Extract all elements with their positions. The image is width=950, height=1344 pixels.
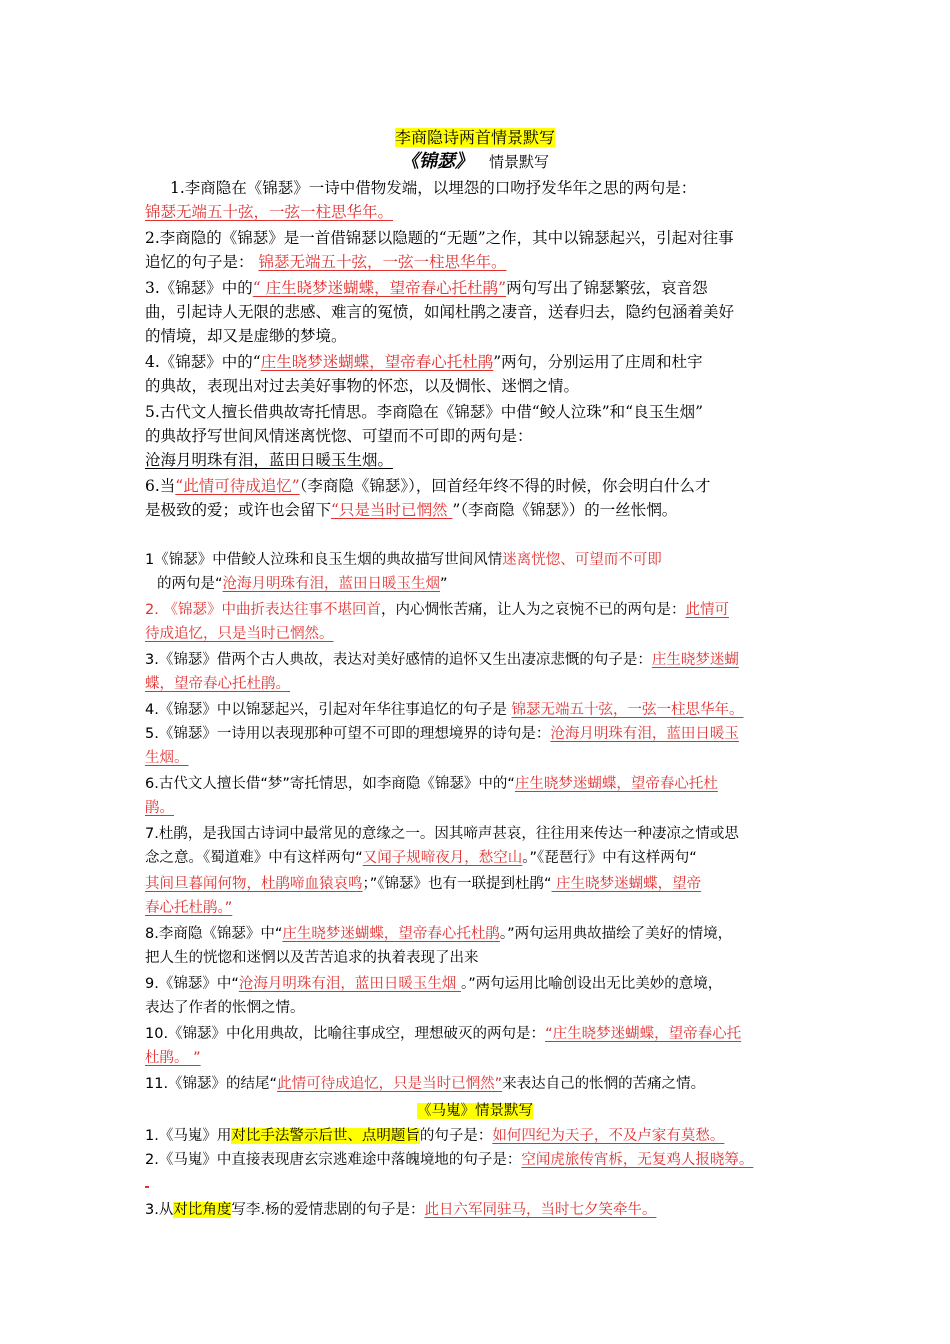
p2-q7: 7.杜鹃，是我国古诗词中最常见的意缘之一。因其啼声甚哀，往往用来传达一种凄凉之情或思 — [145, 826, 739, 842]
p2-q6: 6.古代文人擅长借“梦”寄托情思，如李商隐《锦瑟》中的“庄生晓梦迷蝴蝶，望帝春心托杜 — [145, 776, 718, 792]
p3-q3-answer: 此日六军同驻马，当时七夕笑牵牛。 — [424, 1202, 657, 1218]
p3-q1: 1.《马嵬》用对比手法警示后世、点明题旨的句子是：如何四纪为天子，不及卢家有莫愁。 — [145, 1128, 725, 1144]
p1-q1-answer: 锦瑟无端五十弦，一弦一柱思华年。 — [145, 203, 394, 221]
p2-q7-line3: 其间旦暮闻何物，杜鹃啼血猿哀鸣；”《锦瑟》也有一联提到杜鹃“ 庄生晓梦迷蝴蝶，望帝 — [145, 876, 702, 892]
mawei-header: 《马嵬》情景默写 — [417, 1103, 533, 1119]
p1-q6: 6.当“此情可待成追忆”（李商隐《锦瑟》），回首经年终不得的时候，你会明白什么才 — [145, 477, 711, 495]
p1-q4-line2: 的典故，表现出对过去美好事物的怀恋，以及惆怅、迷惘之情。 — [145, 377, 580, 395]
p2-q8-line2: 把人生的恍惚和迷惘以及苦苦追求的执着表现了出来 — [145, 950, 479, 966]
p2-q6-answer: 鹃。 — [145, 800, 174, 816]
p2-q3-answer: 蝶，望帝春心托杜鹃。 — [145, 676, 290, 692]
p1-q3-line2: 曲，引起诗人无限的悲感、难言的冤愤，如闻杜鹃之凄音，送春归去，隐约包涵着美好 — [145, 303, 735, 321]
p2-q3: 3.《锦瑟》借两个古人典故，表达对美好感情的追怀又生出凄凉悲慨的句子是：庄生晓梦迷蝴 — [145, 652, 739, 668]
p2-q8-answer: 庄生晓梦迷蝴蝶，望帝春心托杜鹃 — [282, 926, 500, 942]
p3-q3: 3.从对比角度写李.杨的爱情悲剧的句子是：此日六军同驻马，当时七夕笑牵牛。 — [145, 1202, 657, 1218]
p1-q3-answer: “ 庄生晓梦迷蝴蝶，望帝春心托杜鹃” — [252, 279, 507, 297]
p3-q2-answer: 空闻虎旅传宵柝，无复鸡人报晓筹。 — [521, 1152, 754, 1168]
p1-q2: 2.李商隐的《锦瑟》是一首借锦瑟以隐题的“无题”之作，其中以锦瑟起兴，引起对往事 — [145, 229, 734, 247]
p1-q2-line2: 追忆的句子是： 锦瑟无端五十弦，一弦一柱思华年。 — [145, 253, 507, 271]
p1-q3-line3: 的情境，却又是虚缈的梦境。 — [145, 327, 347, 345]
p1-q2-answer: 锦瑟无端五十弦，一弦一柱思华年。 — [258, 253, 507, 271]
stray-red-mark — [145, 1186, 149, 1188]
p2-q4: 4.《锦瑟》中以锦瑟起兴，引起对年华往事追忆的句子是 锦瑟无端五十弦，一弦一柱思华年。 — [145, 702, 744, 718]
p2-q7-answer-b: 其间旦暮闻何物，杜鹃啼血猿哀鸣 — [145, 876, 363, 892]
p2-q8: 8.李商隐《锦瑟》中“庄生晓梦迷蝴蝶，望帝春心托杜鹃。”两句运用典故描绘了美好的情境， — [145, 926, 733, 942]
p2-q9: 9.《锦瑟》中“沧海月明珠有泪，蓝田日暖玉生烟 。”两句运用比喻创设出无比美妙的意境， — [145, 976, 723, 992]
p2-q10-answer: 杜鹃。 ” — [145, 1050, 201, 1066]
p2-q1-line2: 的两句是“沧海月明珠有泪，蓝田日暖玉生烟” — [157, 576, 448, 592]
p1-q6-answer-2: “只是当时已惘然 — [331, 501, 453, 519]
p3-q1-answer: 如何四纪为天子，不及卢家有莫愁。 — [492, 1128, 725, 1144]
p2-q11-answer: 此情可待成追忆，只是当时已惘然” — [277, 1076, 503, 1092]
p1-q1: 1.李商隐在《锦瑟》一诗中借物发端，以埋怨的口吻抒发华年之思的两句是： — [170, 179, 697, 197]
p2-q5-answer: 生烟。 — [145, 750, 189, 766]
p2-q5: 5.《锦瑟》一诗用以表现那种可望不可即的理想境界的诗句是：沧海月明珠有泪，蓝田日暖玉 — [145, 726, 739, 742]
p2-q7-answer-a: 又闻子规啼夜月，愁空山 — [362, 850, 523, 866]
p2-q2-answer: 待成追忆，只是当时已惘然。 — [145, 626, 334, 642]
p1-q6-answer-1: “此情可待成追忆” — [175, 477, 300, 495]
p2-q2: 2. 《锦瑟》中曲折表达往事不堪回首，内心惆怅苦痛，让人为之哀惋不已的两句是：此情可 — [145, 602, 729, 618]
p1-q4: 4.《锦瑟》中的“庄生晓梦迷蝴蝶，望帝春心托杜鹃”两句，分别运用了庄周和杜宇 — [145, 353, 703, 371]
p3-q2: 2.《马嵬》中直接表现唐玄宗逃难途中落魄境地的句子是：空闻虎旅传宵柝，无复鸡人报晓筹。 — [145, 1152, 754, 1168]
page-title: 李商隐诗两首情景默写 — [394, 128, 555, 147]
p2-q9-answer: 沧海月明珠有泪，蓝田日暖玉生烟 — [238, 976, 461, 992]
p2-q4-answer: 锦瑟无端五十弦，一弦一柱思华年。 — [511, 702, 744, 718]
p1-q4-answer: 庄生晓梦迷蝴蝶，望帝春心托杜鹃 — [260, 353, 494, 371]
p2-q7-answer-c: 春心托杜鹃。” — [145, 900, 233, 916]
p2-q1: 1《锦瑟》中借鲛人泣珠和良玉生烟的典故描写世间风情迷离恍惚、可望而不可即 — [145, 552, 662, 568]
p1-q5-line2: 的典故抒写世间风情迷离恍惚、可望而不可即的两句是： — [145, 427, 533, 445]
p1-q6-line2: 是极致的爱；或许也会留下“只是当时已惘然 ”（李商隐《锦瑟》）的一丝怅惘。 — [145, 501, 678, 519]
p1-q3: 3.《锦瑟》中的“ 庄生晓梦迷蝴蝶，望帝春心托杜鹃”两句写出了锦瑟繁弦，哀音怨 — [145, 279, 708, 297]
jinse-header: 《锦瑟》 情景默写 — [400, 151, 549, 172]
p2-q10: 10.《锦瑟》中化用典故，比喻往事成空，理想破灭的两句是：“庄生晓梦迷蝴蝶，望帝春心托 — [145, 1026, 742, 1042]
p1-q5-answer: 沧海月明珠有泪，蓝田日暖玉生烟。 — [145, 451, 394, 469]
p2-q7-line2: 念之意。《蜀道难》中有这样两句“又闻子规啼夜月，愁空山。”《琵琶行》中有这样两句“ — [145, 850, 697, 866]
p2-q1-answer: 沧海月明珠有泪，蓝田日暖玉生烟 — [222, 576, 441, 592]
p2-q11: 11.《锦瑟》的结尾“此情可待成追忆，只是当时已惘然”来表达自己的怅惘的苦痛之情。 — [145, 1076, 706, 1092]
p2-q9-line2: 表达了作者的怅惘之情。 — [145, 1000, 305, 1016]
p1-q5: 5.古代文人擅长借典故寄托情思。李商隐在《锦瑟》中借“鲛人泣珠”和“良玉生烟” — [145, 403, 703, 421]
